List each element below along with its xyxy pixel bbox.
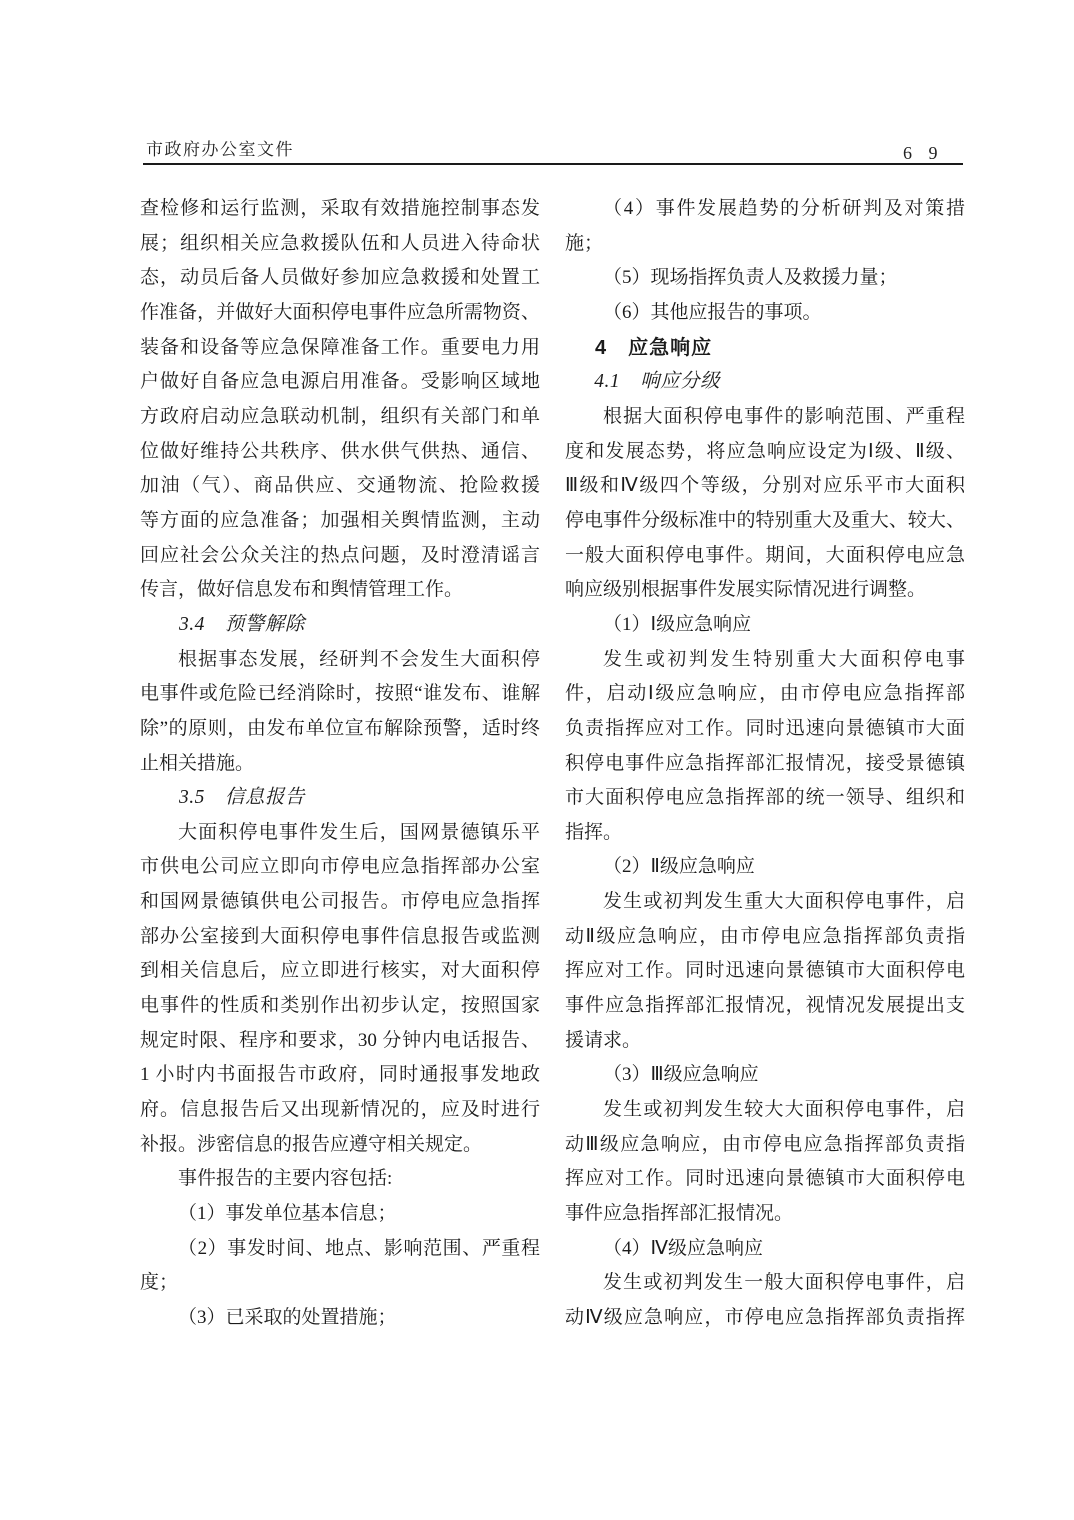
- text-line: 动Ⅲ级应急响应，由市停电应急指挥部负责指: [565, 1133, 965, 1155]
- text-line: 市大面积停电应急指挥部的统一领导、组织和: [565, 787, 965, 809]
- text-line: （2）Ⅱ级应急响应: [603, 856, 755, 878]
- text-line: 事件报告的主要内容包括:: [178, 1168, 393, 1190]
- text-line: 方政府启动应急联动机制，组织有关部门和单: [140, 405, 540, 427]
- text-line: 发生或初判发生较大大面积停电事件，启: [603, 1099, 965, 1121]
- text-line: 态，动员后备人员做好参加应急救援和处置工: [140, 267, 540, 289]
- text-columns: [140, 192, 965, 1336]
- text-line: Ⅲ级和Ⅳ级四个等级，分别对应乐平市大面积: [565, 475, 965, 497]
- text-line: 施；: [565, 232, 604, 254]
- text-line: 挥应对工作。同时迅速向景德镇市大面积停电: [565, 1168, 965, 1190]
- text-line: 大面积停电事件发生后，国网景德镇乐平: [178, 821, 540, 843]
- text-line: 挥应对工作。同时迅速向景德镇市大面积停电: [565, 960, 965, 982]
- text-line: 位做好维持公共秩序、供水供气供热、通信、: [140, 440, 540, 462]
- text-line: 等方面的应急准备；加强相关舆情监测，主动: [140, 509, 540, 531]
- text-line: 除”的原则，由发布单位宣布解除预警，适时终: [140, 717, 540, 739]
- text-line: 积停电事件应急指挥部汇报情况，接受景德镇: [565, 752, 965, 774]
- text-line: 4.1 响应分级: [594, 371, 721, 393]
- text-line: 到相关信息后，应立即进行核实，对大面积停: [140, 960, 540, 982]
- text-line: （3）Ⅲ级应急响应: [603, 1064, 759, 1086]
- text-line: 指挥。: [565, 821, 623, 843]
- text-line: 回应社会公众关注的热点问题，及时澄清谣言: [140, 544, 540, 566]
- text-line: 停电事件分级标准中的特别重大及重大、较大、: [565, 509, 965, 531]
- text-line: 电事件的性质和类别作出初步认定，按照国家: [140, 995, 540, 1017]
- text-line: （4）Ⅳ级应急响应: [603, 1237, 764, 1259]
- text-line: 度；: [140, 1272, 179, 1294]
- text-line: 查检修和运行监测，采取有效措施控制事态发: [140, 198, 540, 219]
- text-line: （3）已采取的处置措施；: [178, 1307, 397, 1328]
- text-line: （1）事发单位基本信息；: [178, 1203, 397, 1225]
- text-line: （2）事发时间、地点、影响范围、严重程: [178, 1237, 540, 1259]
- text-line: 和国网景德镇供电公司报告。市停电应急指挥: [140, 891, 540, 913]
- text-line: 事件应急指挥部汇报情况。: [565, 1203, 794, 1225]
- text-line: 府。信息报告后又出现新情况的，应及时进行: [140, 1099, 540, 1121]
- header-title: 市政府办公室文件: [146, 140, 294, 159]
- text-line: （5）现场指挥负责人及救援力量；: [603, 267, 898, 289]
- page-number: 6 9: [903, 143, 944, 163]
- left-column: [140, 192, 540, 1336]
- text-line: 根据事态发展，经研判不会发生大面积停: [178, 648, 540, 670]
- text-line: （6）其他应报告的事项。: [603, 301, 822, 323]
- text-line: 4 应急响应: [595, 336, 713, 359]
- text-line: 动Ⅱ级应急响应，由市停电应急指挥部负责指: [565, 925, 965, 947]
- text-line: 动Ⅳ级应急响应，市停电应急指挥部负责指挥: [565, 1307, 965, 1328]
- text-line: 规定时限、程序和要求，30 分钟内电话报告、: [140, 1029, 540, 1051]
- text-line: 作准备，并做好大面积停电事件应急所需物资、: [140, 301, 540, 323]
- text-line: 止相关措施。: [140, 752, 255, 774]
- text-line: 传言，做好信息发布和舆情管理工作。: [140, 579, 464, 601]
- text-line: 援请求。: [565, 1029, 642, 1051]
- text-line: 补报。涉密信息的报告应遵守相关规定。: [140, 1133, 483, 1155]
- text-line: 根据大面积停电事件的影响范围、严重程: [603, 405, 965, 427]
- text-line: 1 小时内书面报告市政府，同时通报事发地政: [140, 1064, 540, 1086]
- text-line: 发生或初判发生重大大面积停电事件，启: [603, 891, 965, 913]
- text-line: 发生或初判发生一般大面积停电事件，启: [603, 1272, 965, 1294]
- text-line: 一般大面积停电事件。期间，大面积停电应急: [565, 544, 965, 566]
- text-line: 响应级别根据事件发展实际情况进行调整。: [565, 579, 927, 601]
- text-line: 发生或初判发生特别重大大面积停电事: [603, 648, 965, 670]
- text-line: 3.4 预警解除: [179, 613, 305, 635]
- text-line: 事件应急指挥部汇报情况，视情况发展提出支: [565, 995, 965, 1017]
- header-rule: [143, 163, 963, 165]
- text-line: 户做好自备应急电源启用准备。受影响区域地: [140, 371, 540, 393]
- text-line: 度和发展态势，将应急响应设定为Ⅰ级、Ⅱ级、: [565, 440, 965, 462]
- text-line: 展；组织相关应急救援队伍和人员进入待命状: [140, 232, 540, 254]
- right-column: [565, 192, 965, 1336]
- text-line: 市供电公司应立即向市停电应急指挥部办公室: [140, 856, 540, 878]
- text-line: （1）Ⅰ级应急响应: [603, 613, 752, 635]
- text-line: 负责指挥应对工作。同时迅速向景德镇市大面: [565, 717, 965, 739]
- text-line: （4）事件发展趋势的分析研判及对策措: [603, 198, 965, 219]
- text-line: 电事件或危险已经消除时，按照“谁发布、谁解: [140, 683, 540, 705]
- text-line: 装备和设备等应急保障准备工作。重要电力用: [140, 336, 540, 358]
- text-line: 部办公室接到大面积停电事件信息报告或监测: [140, 925, 540, 947]
- text-line: 加油（气）、商品供应、交通物流、抢险救援: [140, 475, 540, 497]
- text-line: 3.5 信息报告: [179, 787, 305, 809]
- text-line: 件，启动Ⅰ级应急响应，由市停电应急指挥部: [565, 683, 965, 705]
